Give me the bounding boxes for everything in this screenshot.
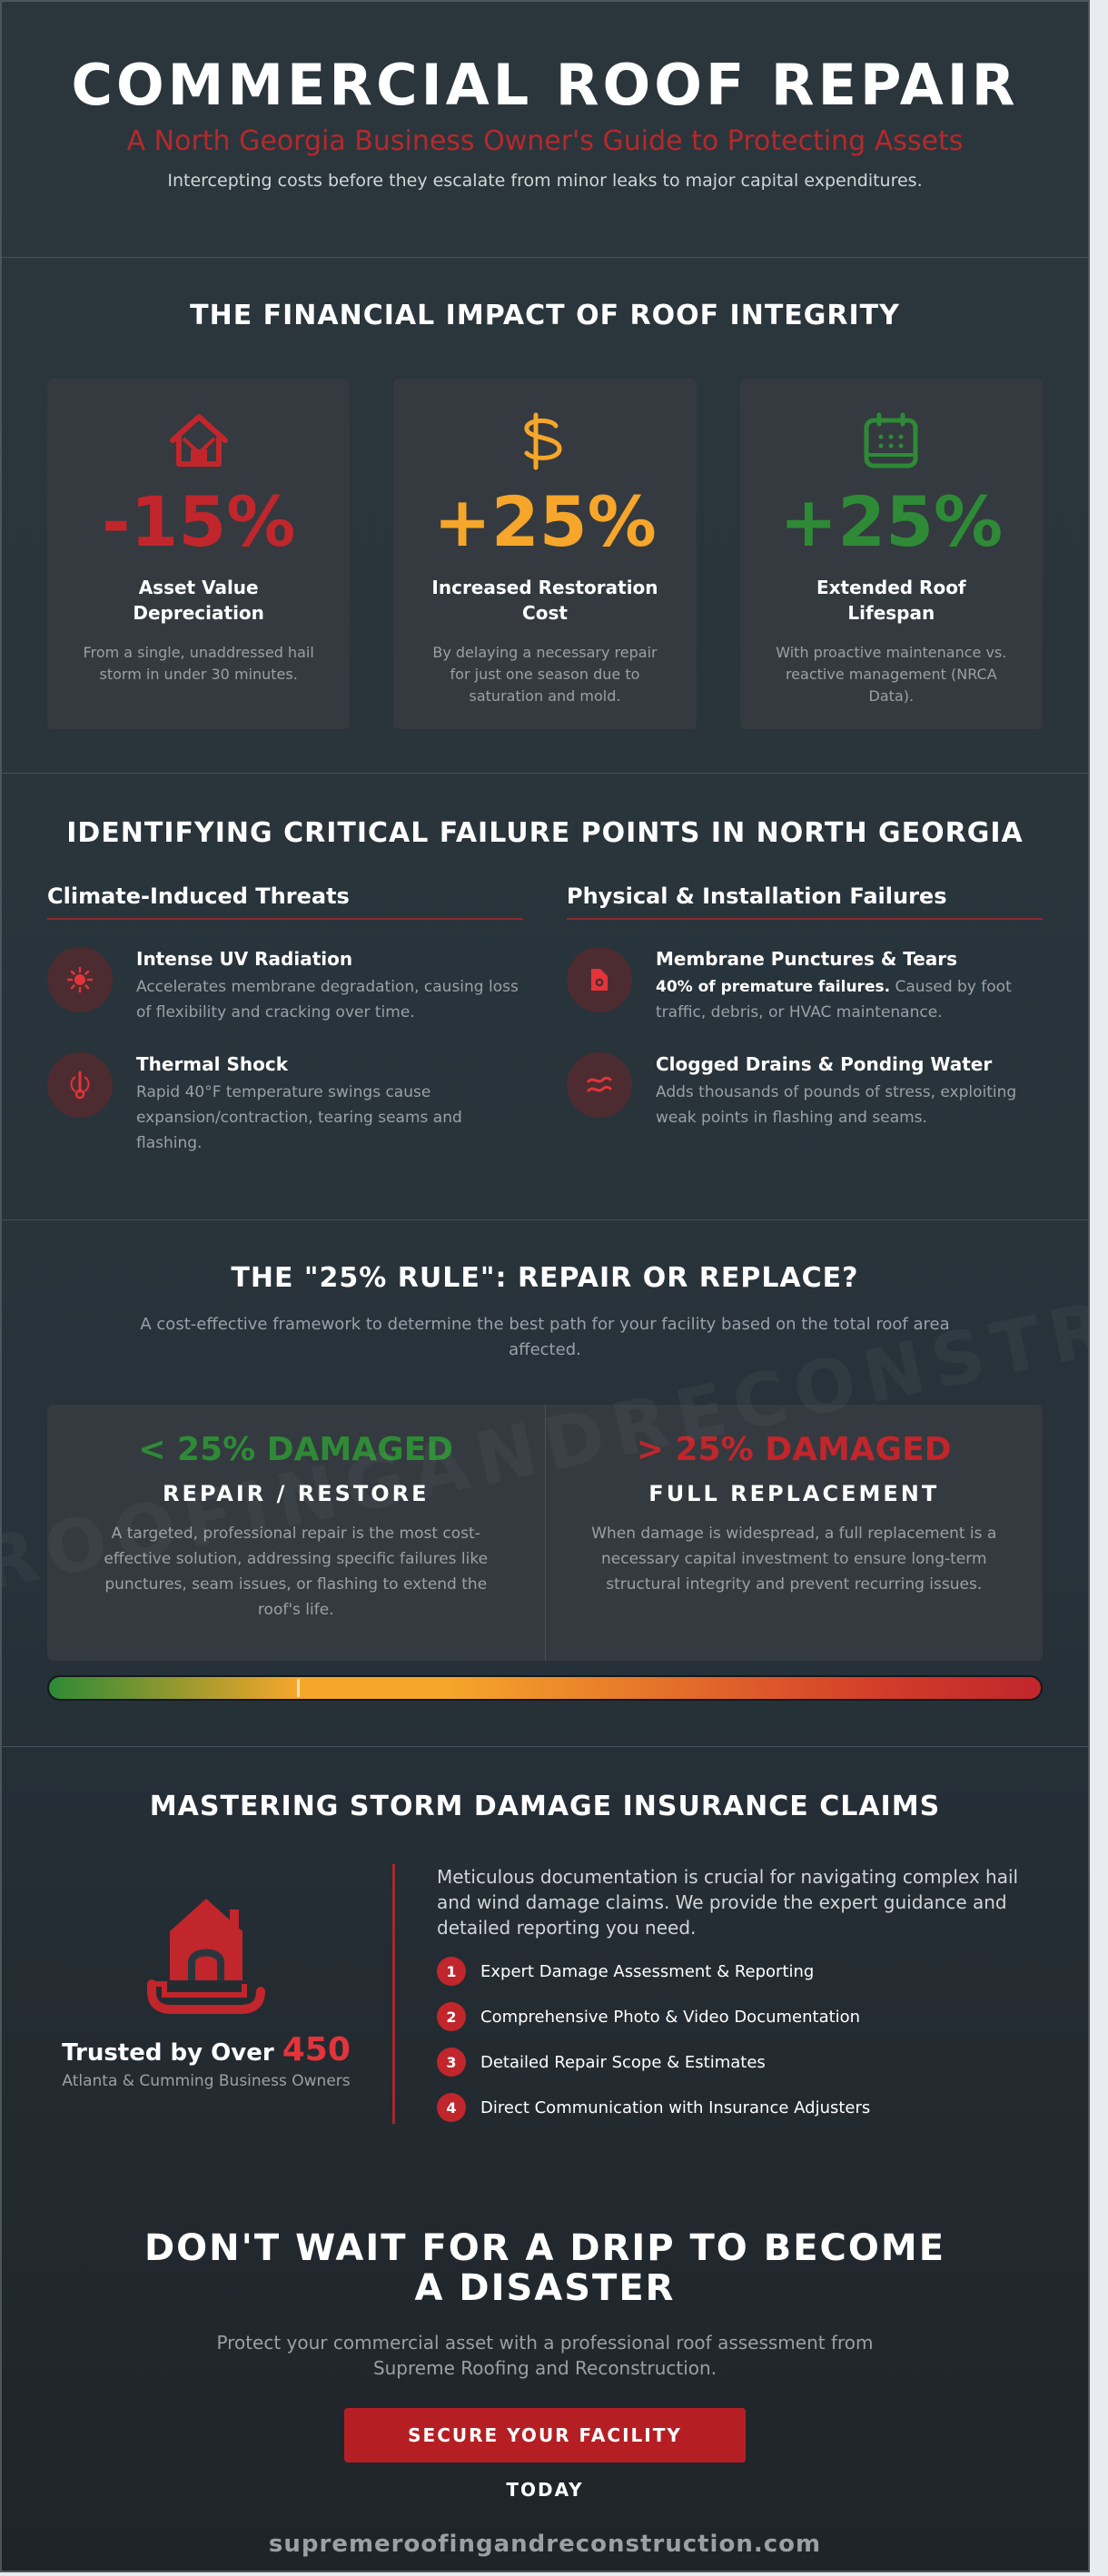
- page-title: COMMERCIAL ROOF REPAIR: [71, 52, 1019, 118]
- option-action: REPAIR / RESTORE: [162, 1481, 430, 1506]
- house-hand-icon: [143, 1890, 270, 2017]
- section-title: THE "25% RULE": REPAIR OR REPLACE?: [231, 1262, 859, 1294]
- column-heading: Climate-Induced Threats: [47, 883, 523, 920]
- cta-text: Protect your commercial asset with a professional roof assessment from Supreme Roofing and Reconstruction.: [216, 2332, 874, 2379]
- failure-text: Adds thousands of pounds of stress, exploiting weak points in flashing and seams.: [656, 1083, 1017, 1127]
- steps-list: [437, 1957, 1043, 2122]
- stat-card-asset-depreciation: [47, 379, 350, 729]
- option-text: When damage is widespread, a full replacement is a necessary capital investment to ensure long-term structural integrity and prevent recurring issues.: [591, 1525, 997, 1594]
- thermometer-icon: [47, 1052, 113, 1118]
- trusted-prefix: Trusted by Over: [62, 2039, 282, 2067]
- stat-value: +25%: [433, 481, 657, 562]
- failure-text: [656, 974, 1043, 1025]
- financial-impact-section: [2, 258, 1088, 774]
- trusted-subtitle: Atlanta & Cumming Business Owners: [62, 2072, 351, 2090]
- list-item: [437, 2093, 1043, 2122]
- failure-text: Rapid 40°F temperature swings cause expansion/contraction, tearing seams and flashing.: [136, 1083, 462, 1152]
- failure-title: Clogged Drains & Ponding Water: [656, 1053, 993, 1075]
- call-to-action-section: [2, 2174, 1088, 2572]
- trusted-statement: [47, 2031, 365, 2068]
- stat-value: -15%: [101, 481, 296, 562]
- stat-label: Asset Value Depreciation: [133, 577, 264, 624]
- secure-facility-button[interactable]: SECURE YOUR FACILITY TODAY: [344, 2408, 746, 2462]
- step-number: 4: [437, 2093, 466, 2122]
- stat-description: With proactive maintenance vs. reactive management (NRCA Data).: [776, 644, 1007, 705]
- option-action: FULL REPLACEMENT: [648, 1481, 940, 1506]
- step-text: Comprehensive Photo & Video Documentation: [480, 2007, 861, 2027]
- failure-item: [567, 1052, 1043, 1130]
- sun-icon: [47, 947, 113, 1012]
- step-number: 2: [437, 2002, 466, 2031]
- step-number: 1: [437, 1957, 466, 1986]
- failure-title: Membrane Punctures & Tears: [656, 948, 958, 970]
- physical-failures-column: [567, 883, 1043, 1156]
- section-title: IDENTIFYING CRITICAL FAILURE POINTS IN NORTH GEORGIA: [66, 817, 1024, 849]
- hero-section: [2, 2, 1088, 258]
- section-title: MASTERING STORM DAMAGE INSURANCE CLAIMS: [149, 1791, 941, 1822]
- house-damage-icon: [165, 411, 232, 471]
- failure-title: Intense UV Radiation: [136, 948, 353, 970]
- climate-threats-column: [47, 883, 523, 1156]
- list-item: [437, 2002, 1043, 2031]
- insurance-claims-section: [2, 1747, 1088, 2174]
- failure-points-section: [2, 774, 1088, 1220]
- damage-gauge: [47, 1675, 1043, 1701]
- stat-label: Extended Roof Lifespan: [816, 577, 966, 624]
- step-text: Direct Communication with Insurance Adjusters: [480, 2097, 871, 2117]
- damage-threshold: > 25% DAMAGED: [636, 1431, 952, 1468]
- claims-details: [437, 1864, 1043, 2138]
- failure-emphasis: 40% of premature failures.: [656, 978, 891, 996]
- failure-item: [47, 947, 523, 1025]
- column-heading: Physical & Installation Failures: [567, 883, 1043, 920]
- failure-text: Accelerates membrane degradation, causing loss of flexibility and cracking over time.: [136, 978, 519, 1022]
- option-text: A targeted, professional repair is the most cost-effective solution, addressing specific failures like punctures, seam issues, or flashing to extend the roof's life.: [104, 1525, 489, 1619]
- threshold-marker: [297, 1679, 300, 1697]
- failure-title: Thermal Shock: [136, 1053, 289, 1075]
- step-text: Expert Damage Assessment & Reporting: [480, 1961, 815, 1981]
- puncture-icon: [567, 947, 632, 1012]
- stat-label: Increased Restoration Cost: [431, 577, 658, 624]
- stat-value: +25%: [779, 481, 1004, 562]
- page-subtitle: A North Georgia Business Owner's Guide to Protecting Assets: [126, 125, 964, 157]
- failure-item: [47, 1052, 523, 1156]
- list-item: [437, 2048, 1043, 2077]
- damage-threshold: < 25% DAMAGED: [138, 1431, 454, 1468]
- stat-description: By delaying a necessary repair for just one season due to saturation and mold.: [432, 644, 658, 705]
- drain-icon: [567, 1052, 632, 1118]
- dollar-icon: [518, 411, 572, 471]
- stat-card-roof-lifespan: [740, 379, 1043, 729]
- hero-intro: Intercepting costs before they escalate from minor leaks to major capital expenditures.: [167, 171, 923, 191]
- claims-intro: Meticulous documentation is crucial for navigating complex hail and wind damage claims. We provide the expert guidance and detailed reporting you need.: [437, 1866, 1019, 1939]
- step-text: Detailed Repair Scope & Estimates: [480, 2052, 766, 2072]
- failure-text-rest: Caused by foot traffic, debris, or HVAC maintenance.: [656, 978, 1012, 1022]
- divider: [392, 1864, 395, 2124]
- list-item: [437, 1957, 1043, 1986]
- rule-intro: A cost-effective framework to determine the best path for your facility based on the total roof area affected.: [140, 1315, 950, 1359]
- calendar-icon: [861, 411, 921, 471]
- failure-item: [567, 947, 1043, 1025]
- website-link[interactable]: supremeroofingandreconstruction.com: [268, 2531, 822, 2558]
- repair-replace-section: [2, 1220, 1088, 1747]
- stat-card-restoration-cost: [393, 379, 696, 729]
- stat-description: From a single, unaddressed hail storm in under 30 minutes.: [83, 644, 314, 683]
- cta-title: DON'T WAIT FOR A DRIP TO BECOME A DISASTER: [143, 2227, 946, 2309]
- trusted-count: 450: [282, 2031, 351, 2068]
- trust-block: [47, 1864, 365, 2138]
- step-number: 3: [437, 2048, 466, 2077]
- section-title: THE FINANCIAL IMPACT OF ROOF INTEGRITY: [190, 300, 900, 331]
